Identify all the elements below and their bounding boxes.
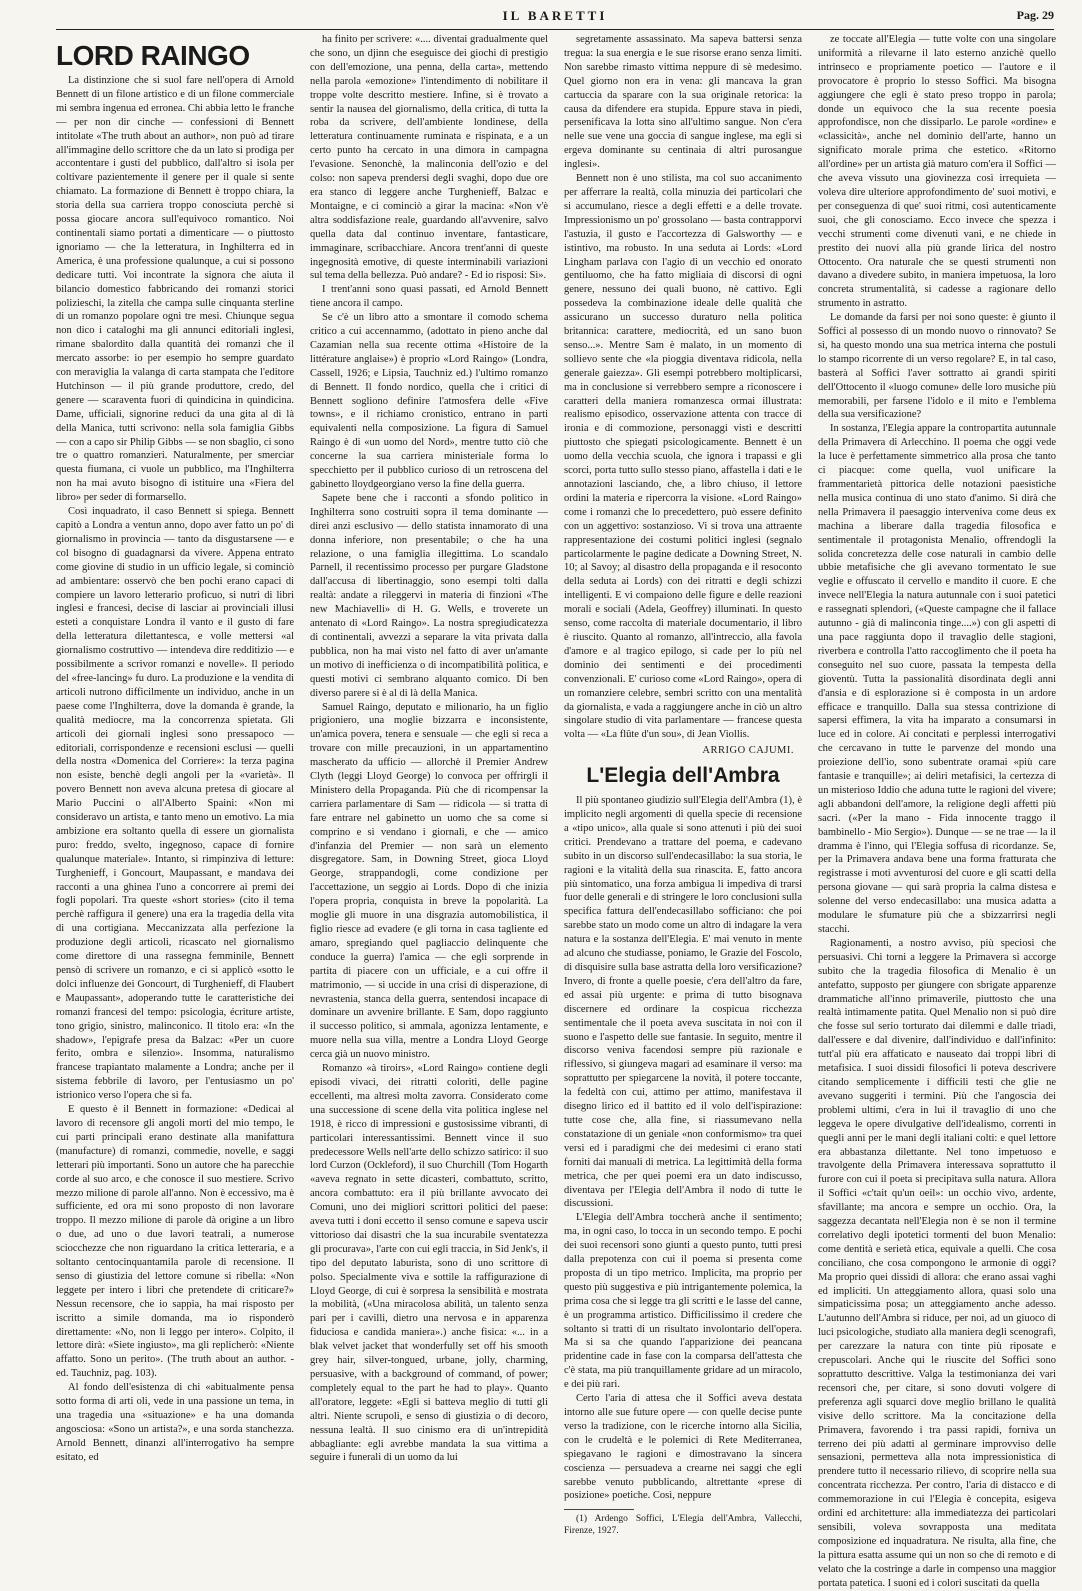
article-title-lord-raingo: LORD RAINGO [56,40,250,71]
paragraph: Bennett non è uno stilista, ma col suo accanimento per afferrare la realtà, colla minuzia dei particolari che si accumulano, riesce a degli effetti e a delle trovate. Impressionismo un po' grossolano — basta contrapporvi l'astuzia, il gusto e l'accortezza di Galsworthy — e istintivo, ma robusto. In una seduta ai Lords: «Lord Lingham parlava con l'agio di un vecchio ed onorato gentiluomo, che ha fatto migliaia di discorsi di ogni genere, nessuno dei quali buono, nè cattivo. Egli possedeva la combinazione ideale delle qualità che assicurano un successo duraturo nella politica britannica: carattere, mediocrità, ed un sano buon senso...». Mentre Sam è malato, in un momento di sollievo sente che «la pioggia diventava ridicola, nella generale gaiezza». Gli esempi potrebbero moltiplicarsi, ma in conclusione si verrebbero sempre a riconoscere i caratteri della maniera romanzesca ormai illustrata: realismo episodico, osservazione attenta con tracce di ironia e di commozione, personaggi visti e descritti piuttosto che spiegati psicologicamente. Bennett è un uomo della vecchia scuola, che ignora i trapassi e gli scorci, porta tutto sullo stesso piano, affastella i dati e le annotazioni lasciando, che, a libro chiuso, il lettore ordini la materia e ripercorra la visione. «Lord Raingo» come i romanzi che lo precedettero, può essere definito con un aggettivo: sostanzioso. Vi si trova una attraente rappresentazione dei costumi politici inglesi (segnalo particolarmente le pagine dedicate a Downing Street, N. 10; al Savoy; al disastro della propaganda e il resoconto della seduta ai Lords) con dei ritratti e degli schizzi intelligenti. E vi compaiono delle figure e delle reazioni morali e sociali (Adela, Geoffrey) illuminati. In questo senso, come raccolta di materiale documentario, il libro è riuscito. Quanto al romanzo, all'intreccio, alla favola d'amore e al tragico epilogo, si cade per lo più nel dominio dei sentimenti e dei procedimenti convenzionali. E' curioso come «Lord Raingo», opera di un romanziere celebre, sembri scritto con una mentalità da giornalista, e vada a raggiungere anche in ciò un altro singolare studio di vita parlamentare — francese questa volta — «La flûte d'un sou», di Jean Viollis. [564,173,802,741]
journal-title: IL BARETTI [502,8,608,23]
paragraph: Le domande da farsi per noi sono queste: è giunto il Soffici al possesso di un mondo nuovo o rinnovato? Se sì, ha questo mondo una sua metrica interna che postuli lo stampo ricorrente di un verso regolare? E, in tal caso, basterà al Soffici l'aver sottratto ai grandi spiriti dell'Ottocento il «luogo comune» delle loro musiche più memorabili, per farsene l'idolo e il mito e l'emblema della sua versificazione? [818,312,1056,421]
page-number: Pag. 29 [1016,8,1054,22]
footnote-rule [564,1509,634,1510]
paragraph: I trent'anni sono quasi passati, ed Arnold Bennett tiene ancora il campo. [310,284,548,310]
paragraph: Romanzo «à tiroirs», «Lord Raingo» contiene degli episodi vivaci, dei ritratti coloriti, delle pagine eccellenti, ma altresì molta zavorra. Considerato come una successione di scene della vita politica inglese nel 1918, è ricco di impressioni e gustosissime vibranti, di particolari interessantissimi. Bennett vince il suo predecessore Wells nell'arte dello schizzo satirico: il suo lord Curzon (Ockleford), il suo Churchill (Tom Hogarth «aveva regnato in sette dicasteri, combattuto, scritto, ancora combattuto: era il più brillante avvocato dei Comuni, uno dei migliori scrittori politici del paese: aveva tutti i doni eccetto il senso comune e sapeva uscir vittorioso dai disastri che la sua incurabile sventatezza gli procurava», l'arte con cui egli traccia, in Sid Jenk's, il tipo del deputato laburista, sono di uno scrittore di polso. Specialmente viva e sottile la raffigurazione di Lloyd George, di cui è sorpresa la sensibilità e mostrata la mobilità, («Una miracolosa abilità, un talento senza pari per i cavilli, dietro una nervosa e in apparenza fiduciosa e candida maniera».) anche fisica: «... in a blak velvet jacket that wonderfully set off his smooth grey hair, silver-tongued, urbane, jolly, charming, persuasive, with a background of command, of power; completely equal to the part he had to play». Quanto all'oratore, leggete: «Egli si batteva meglio di tutti gli altri. Niente scrupoli, e senso di giustizia o di decoro, nessuna lealtà. Il suo cinismo era di un'intrepidità abbagliante: egli avrebbe mandata la sua vittima a seguire i funerali di un uomo da lui [310,1063,548,1464]
column-2 [310,33,548,1523]
paragraph: In sostanza, l'Elegia appare la contropartita autunnale della Primavera di Arlecchino. Il poema che oggi vede la luce è perfettamente simmetrico alla prosa che tanto ci piacque: come quella, vuol unificare la frammentarietà pittorica delle notazioni paesistiche nella musica continua di uno stato d'animo. Si dirà che nella Primavera il paesaggio interveniva come deus ex machina a liberare dalla tragedia filosofica e sentimentale il protagonista Menalio, offrendogli la solida concretezza delle cose naturali in cambio delle ubbie metafisiche che gli avevano tormentato le sue veglie e offuscato il cervello e mandito il cuore. E che invece nell'Elegia la natura autunnale con i suoi patetici e rassegnati splendori, («Queste campagne che il fallace autunno - già di malinconia tinge....») con gli aspetti di una pace raggiunta dopo il travaglio delle stagioni, riverbera e controlla l'atto raccoglimento che il poeta ha conseguito nel suo cuore, passata la tempesta della gioventù. Tutta la passionalità disordinata degli anni d'ansia e di esplorazione si è composta in un ardore efficace e tranquillo. Dalla sua stessa contrizione di sapersi effimera, la vita ha imparato a consumarsi in luce ed in colore. Ai concitati e perplessi interrogativi che cercavano in tutte le parvenze del mondo una proiezione dell'io, sono subentrate oramai «più care fantasie e tranquille»; ai deliri metafisici, la certezza di un misterioso Iddio che aduna tutte le ragioni del vivere; agli abbandoni dell'amore, la religione degli affetti più sacri. («Per la mano - Fida innocente traggo il bambinello - Mio Sergio»). Dunque — se ne trae — la il dramma è l'inno, qui l'Elegia soffusa di ricordanze. Se, per la Primavera andava bene una forma fratturata che registrasse i moti avventurosi del cuore e gli scatti della persona giovane — qui sarà propria la calma distesa e solenne del verso endecasillabo: una musica adatta a modulare le sfumature più che a sbizzarrirsi negli stacchi. [818,423,1056,935]
paragraph: segretamente assassinato. Ma sapeva battersi senza tregua: la sua energia e le sue risorse erano senza limiti. Non sarebbe rimasto vittima neppure di sè medesimo. Quel giorno non era in vena: gli mancava la gran cartuccia da sparare con la sua originale retorica: la causa da difendere era stupida. Eppure stava in piedi, persenificava la lotta sino all'ultimo sangue. Non c'era nelle sue vene una goccia di sangue inglese, ma egli si ergeva dominante su centinaia di altri purosangue inglesi». [564,34,802,171]
paragraph: Se c'è un libro atto a smontare il comodo schema critico a cui accennammo, (adottato in pieno anche dal Cazamian nella sua recente ottima «Histoire de la littérature anglaise») è proprio «Lord Raingo» (Londra, Cassell, 1926; e Lipsia, Tauchniz ed.) l'ultimo romanzo di Bennett. Il fondo nordico, quella che i critici di Bennett sogliono definire l'atmosfera delle «Five towns», e il richiamo cronistico, entrano in parti equivalenti nella composizione. La figura di Samuel Raingo è di «un uomo del Nord», mentre tutto ciò che concerne la sua carriera ministeriale forma lo specchietto per il pubblico curioso di un retroscena del gabinetto lloydgeorgiano verso la fine della guerra. [310,312,548,490]
paragraph: Al fondo dell'esistenza di chi «abitualmente pensa sotto forma di arti oli, vede in una passione un tema, in una tragedia una «situazione» e ha una domanda angosciosa: «Sono un artista?», e una sorda stanchezza. Arnold Bennett, dinanzi all'interrogativo ha sempre esitato, ed [56,1382,294,1463]
paragraph: L'Elegia dell'Ambra toccherà anche il sentimento; ma, in ogni caso, lo tocca in un secondo tempo. E pochi dei suoi recensori sono giunti a questo punto, tutti presi dalla prepotenza con cui il poema si presenta come proposta di un tipo metrico. Implicita, ma proprio per questo più suggestiva e più intrigantemente polemica, la prima cosa che si legge tra gli scritti e le lasse del canne, è un programma artistico. Difficilissimo il credere che soltanto si tratti di un risultato involontario dell'opera. Ma si sa che quando l'apparizione dei peancana pridentine cade in fase con la comparsa dell'attesta che c'è stata, ma più tranquillamente gridare ad un miracolo, e dei più rari. [564,1212,802,1391]
author-signature: ARRIGO CAJUMI. [702,745,794,757]
paragraph: Samuel Raingo, deputato e milionario, ha un figlio prigioniero, una moglie bizzarra e inconsistente, un'amica povera, tenera e sensuale — che egli si reca a trovare con mille precauzioni, in un appartamentino mascherato da ufficio — allorchè il Premier Andrew Clyth (leggi Lloyd George) lo convoca per offrirgli il Ministero della Propaganda. Più che di ricompensar la carriera parlamentare di Sam — ridicola — si tratta di fare entrare nel gabinetto un uomo che sa come si comprino e si vendano i giornali, e che — amico d'infanzia del Premier — non sarà un elemento disgregatore. Sam, in Downing Street, gioca Lloyd George, strappandogli, come condizione per l'accettazione, un seggio ai Lords. Dopo di che inizia l'opera propria, conquista in breve la popolarità. La moglie gli muore in una disgrazia automobilistica, il figlio riesce ad evadere (e gli torna in casa tagliente ed amaro, spregiando quel pagliaccio delinquente che conduce la guerra) l'amica — che egli sorprende in partita di piacere con un ufficiale, e a cui offre il matrimonio, — si uccide in una crisi di disperazione, di nevrastenia, stanca della guerra, sentendosi incapace di dominare un avvenire brillante. E Sam, dopo raggiunto il successo politico, si ammala, agonizza lentamente, e muore nella sua villa, mentre a Londra Lloyd George cerca già un nuovo ministro. [310,701,548,1061]
paragraph: La distinzione che si suol fare nell'opera di Arnold Bennett di un filone artistico e di un filone commerciale mi sembra ingenua ed erronea. Chi abbia letto le franche — per non dir cinche — confessioni di Bennett intitolate «The truth about an author», non può ad tirare all'immagine dello scrittore che da un lato si prodiga per accontentare i gusti del pubblico, dall'altro si isola per coltivare pazientemente il genere per il quale si sente chiamato. La formazione di Bennett è troppo chiara, la storia della sua carriera troppo conosciuta perchè si possa giocare ancora sull'equivoco romantico. Noi continentali siamo portati a dimenticare — o piuttosto ignoriamo — che la letteratura, in Inghilterra ed in America, è una professione qualunque, a cui si possono dedicare tutti. Voi incontrate la signora che aiuta il bilancio domestico fabbricando dei romanzi storici polizieschi, la zitella che campa sulle cinquanta sterline di un romanzo popolare ogni tre mesi. Chiunque segua non dico i cataloghi ma gli annunci editoriali inglesi, rimane sbalordito dalla quantità dei romanzi che il mercato assorbe: io per esempio ho sempre guardato con meraviglia la valanga di carta stampata che l'editore Hutchinson — il più grande produttore, credo, del genere — scaraventa fuori di quindicina in quindicina. Dame, ufficiali, signorine reduci da una gita al di là della Manica, tutti scrivono: nella sola famiglia Gibbs — con a capo sir Philip Gibbs — se non sbaglio, ci sono tre o quattro romanzieri. Naturalmente, per smerciar questa fiumana, ci vuole un pubblico, ma l'Inghilterra non ha mai avuto bisogno di istituire una «Fiera del libro» per seder di formarsello. [56,75,294,504]
paragraph: Certo l'aria di attesa che il Soffici aveva destata intorno alle sue future opere — con quelle decise punte verso la tradizione, con le ricerche intorno alla Sicilia, con le crudeltà e le polemici di Rete Mediterranea, spiegavano le ragioni e dimostravano la sincera coscienza — persuadeva a crearne nei saggi che egli sarebbe venuto pubblicando, altrettante «prese di posizione» poetiche. Così, neppure [564,1393,802,1502]
paragraph: Il più spontaneo giudizio sull'Elegia dell'Ambra (1), è implicito negli argomenti di quella specie di recensione a «tipo unico», alla quale si sono attenuti i più dei suoi critici. Prendevano a trattare del poema, e cadevano subito in un discorso sull'endecasillabo: la sua storia, le ragioni e la vitalità della sua rinascita. E, fatto ancora più sintomatico, una forza ambigua li impediva di trarsi fuor delle generali e di stringere le loro conclusioni sulla specifica fattura dell'endecasillabo sofficiano: che poi sarebbe stato un modo come un altro di indagare la vera natura e la sostanza dell'Elegia. E' mai venuto in mente ad alcuno che studiasse, poniamo, le Grazie del Foscolo, di disquisire sulla base astratta della loro versificazione? Invero, di fronte a quelle poesie, c'era dell'altro da fare, ed assai più urgente: e prima di tutto bisognava discernere ed ordinare la cospicua ricchezza sentimentale che il poeta aveva suscitata in noi con il suono e l'aspetto delle sue fantasie. In seguito, mentre il discorso veniva facendosi sempre più razionale e riflessivo, si giungeva magari ad esaminare il verso: ma soprattutto per spiegarcene la novità, il potere toccante, la fedeltà con cui, attimo per attimo, manifestava il disegno lirico ed il battito ed il volo dell'ispirazione: tutte cose che, alla fine, si riassumevano nella constatazione di un geniale «non conformismo» tra quei versi ed i paradigmi che dei medesimi ci erano stati forniti dai manuali di metrica. La legittimità della forma metrica, che per quei poemi era un dato indiscusso, diventava per l'Elegia dell'Ambra il nodo di tutte le discussioni. [564,795,802,1210]
paragraph: ha finito per scrivere: «.... diventai gradualmente quel che sono, un djinn che eseguisce dei giochi di prestigio con dell'emozione, una penna, della carta», mettendo nella parola «emozione» l'intendimento di nobilitare il troppe volte descritto mestiere. Infine, si è trovato a sentir la nausea del giornalismo, della critica, di tutta la roba da scrivere, dell'ambiente londinese, della letteratura continuamente ruminata e rispinata, e a un certo punto ha cercato in una dimora in campagna l'evasione. Senonchè, la malinconia dell'ozio e del colso: non sapeva prendersi degli svaghi, dopo due ore era stanco di leggere anche Turghenieff, Balzac e Montaigne, e ci cominciò a girar la macina: «Non v'è altra soddisfazione reale, guardando all'avvenire, salvo quella data dal continuo inventare, fantasticare, immaginare, scribacchiare. Ancora trent'anni di queste ingegnosità emotive, di queste interminabili variazioni sul tema della bellezza. Può andare? - Ed io risposi: Sì». [310,34,548,282]
header-rule [56,29,1054,30]
paragraph: Sapete bene che i racconti a sfondo politico in Inghilterra sono costruiti sopra il tema dominante — direi anzi esclusivo — dello statista innamorato di una donna inferiore, non presentabile; o che ha una relazione, o una famiglia illegittima. Lo scandalo Parnell, il recentissimo processo per purgare Gladstone dall'accusa di libertinaggio, sono esempi tolti dalla realtà: andate a rileggervi in materia di finzioni «The new Machiavelli» di H. G. Wells, e troverete un antenato di «Lord Raingo». La nostra spregiudicatezza di continentali, avvezzi a separare la vita privata dalla pubblica, non ha mai visto nel fatto di aver un'amante un motivo di inefficienza o di incompatibilità politica, e questi motivi ci sembrano alquanto comico. Di ben diverso parere si è al di là della Manica. [310,492,548,699]
masthead [56,0,1054,30]
footnote: (1) Ardengo Soffici, L'Elegia dell'Ambra, Vallecchi, Firenze, 1927. [564,1514,802,1537]
article-title-elegia: L'Elegia dell'Ambra [586,764,780,788]
paragraph: E questo è il Bennett in formazione: «Dedicai al lavoro di recensore gli angoli morti del mio tempo, le cui parti principali erano destinate alla manifattura (manufacture) di romanzi, commedie, novelle, e saggi letterari più importanti. Sono un autore che ha parecchie corde al suo arco, e che conosce il suo mestiere. Scrivo mezzo milione di parole all'anno. Non è eccessivo, ma è sufficiente, ed ora mi sono proposto di non lavorare troppo. Il mezzo milione di parole dà origine a un libro o due, ad uno o due lavori teatrali, a numerose sciocchezze che non riguardano la critica letteraria, e a soltanto centocinquantamila parole di recensione. Il senso di giustizia del lettore comune si ribella: «Non leggete per intero i libri che pretendete di criticare?» Nessun recensore, che io sappia, ha mai risposto per iscritto a simile domanda, ma io risponderò direttamente: «No, non li leggo per intero». Colpito, il lettore dirà: «Siete ingiusto», ma gli replicherò: «Niente affatto. Sono un perito». (The truth about an author. - ed. Tauchniz, pag. 103). [56,1104,294,1380]
column-1 [56,33,294,1523]
paragraph: ze toccate all'Elegia — tutte volte con una singolare uniformità a rilevarne il lato esterno anzichè quello intrinseco e propriamente poetico — l'autore e il provocatore è proprio lo stesso Soffici. Ma bisogna aggiungere che egli è stato preso troppo in parola; donde un equivoco che la sua recente poesia approfondisce, non che dissiparlo. Le parole «ordine» e «classicità», anche nel dominio dell'arte, hanno un significato morale prima che estetico. «Ritorno all'ordine» per un artista già maturo com'era il Soffici — che aveva vissuto una giovinezza così irrequieta — voleva dire ulteriore approfondimento de' suoi motivi, e per conseguenza di que' suoi ritmi, così autenticamente suoi, che gli conosciamo. Ecco invece che spezza i vecchi strumenti come divenuti vani, e ne chiede in prestito dei nuovi alla più grande lirica del nostro Ottocento. Ora naturale che se questi strumenti non davano a divedere subito, in maniera impetuosa, la loro concreta strumentalità, si cadesse a ragionare dello strumento in astratto. [818,34,1056,310]
column-3 [564,33,802,1537]
page-body [56,33,1056,1589]
paragraph: Ragionamenti, a nostro avviso, più speciosi che persuasivi. Chi torni a leggere la Primavera si accorge subito che la tragedia filosofica di Menalio è un antefatto, supposto per giungere con sbrigate apparenze drammatiche all'inno primaverile, piuttosto che una realtà intimamente patita. Quel Menalio non si può dire che fosse sul serio torturato dai dilemmi e dalle triadi, dall'essere e dal divenire, dall'individuo e dall'infinito: tutt'al più era affaticato e nauseato dai troppi libri di metafisica. I suoi dissidi filosofici li poteva descrivere citando semplicemente i difficili testi che glie ne avevano suggeriti i termini. Più che l'angoscia dei problemi ultimi, c'era in lui il travaglio di uno che leggeva le opere divulgative dell'idealismo, correnti in quegli anni per le mani degli italiani colti: e quel lettore era abbastanza dilettante. Nel tono impetuoso e travolgente della Primavera interessava soprattutto il furore con cui il poeta si precipitava sulla natura. Allora il Soffici «c'tait qu'un oeil»: un occhio vivo, ardente, sfavillante; ma ancora e sempre un occhio. Ora, la saggezza decantata nell'Elegia non è se non il termine correlativo degli ipotetici tormenti del buon Menalio: come dentità e serietà etica, equivale a quelli. Che cosa conciliano, che cosa compongono le armonie di oggi? Ma proprio quei dissidi di allora: che erano assai vaghi ed impliciti. Un atteggiamento allora, quasi solo una simpaticissima posa; un atteggiamento anche adesso. L'autunno dell'Ambra si riduce, per noi, ad un giuoco di luci psicologiche, studiato alla maniera degli scenografi, per carezzare la natura con tinte più riposate e crepuscolari. Anche qui le riuscite del Soffici sono soprattutto descrittive. Valga la testimonianza dei vari recensori che, per citare, si sono dovuti volgere di preferenza agli squarci dove meglio brillano le qualità visive dello scrittore. Ma la concitazione della Primavera, favorendo i tra passi rapidi, forniva un terreno dei più adatti al germinare improvviso delle sensazioni, permetteva alla nota impressionistica di prendere tutto il necessario rilievo, di scoprire nella sua concentrata ricchezza. Per contro, l'aria di distacco e di commemorazione in cui l'Elegia è concepita, esigeva ordini ed architetture: alla immediatezza dei particolari sensibili, voleva sovrapposta una meditata composizione ed inquadratura. Ne risulta, alla fine, che la pittura esatta assume qui un non so che di remoto e di velato che la costringe a darle in compenso una maggior portata patetica. I suoni ed i colori suscitati da quella [818,937,1056,1589]
paragraph: Così inquadrato, il caso Bennett si spiega. Bennett capitò a Londra a ventun anno, dopo aver fatto un po' di giornalismo in provincia — tanto da disgustarsene — e col bisogno di guadagnarsi da vivere. Appena entrato come giovine di studio in un ufficio legale, si cominciò ad ambientare: osservò che ben pochi erano capaci di compiere un lavoro letterario proficuo, si nutrì di libri inglesi e francesi, decise di lasciar ai provinciali illusi esteti a conquistare Londra il vanto e il gusto di fare della letteratura dilettantesca, e volle mettersi «al giornalismo costruttivo — intendeva dire redditizio — e possibilmente a scrivor romanzi e novelle». Il periodo del «free-lancing» fu duro. La produzione e la vendita di articoli nutrono difficilmente un individuo, anche in un paese come l'Inghilterra, dove la domanda è grande, la qualità mediocre, ma la concorrenza spietata. Gli articoli dei giornali inglesi sono pressapoco — editoriali, corrispondenze e recensioni esclusi — quelli della nostra «Domenica del Corriere»: la terza pagina non esiste, benchè degli angoli per la «varietà». Il povero Bennett non aveva alcuna pretesa di giocare al Mario Puccini o all'Alberto Spaini: «Non mi consideravo un artista, e tanto meno un emotivo. La mia ambizione era soltanto quella di essere un giornalista puro: freddo, svelto, ingegnoso, capace di fornire qualunque materiale». Intanto, si rimpinziva di letture: Turghenieff, i Goncourt, Maupassant, e mandava dei racconti a una ghinea l'uno a concorrere ai premi dei fogli popolari. Tra queste «short stories» (cito il tema perchè raffigura il genere) una era la tragedia della vita di una cortigiana. Meccanizzata alla perfezione la produzione degli articoli, ricascato nel giornalismo come direttore di una rassegna femminile, Bennett pensò di scrivere un romanzo, e ci si applicò «sotto le dolci influenze dei Goncourt, di Turghenieff, di Flaubert e Maupassant», adoperando tutte le caratteristiche dei romanzi francesi del tempo: psicologia, écriture artiste, tono grigio, sinistro, malinconico. Il titolo era: «In the shadow», l'epigrafe presa da Balzac: «Per un cuore ferito, ombra e silenzio». Insomma, naturalismo francese trapiantato malamente a Londra; anche per il sistema febbrile di lavoro, per l'entusiasmo un po' istrionico verso l'opera che si fa. [56,506,294,1102]
column-4 [818,33,1056,1589]
